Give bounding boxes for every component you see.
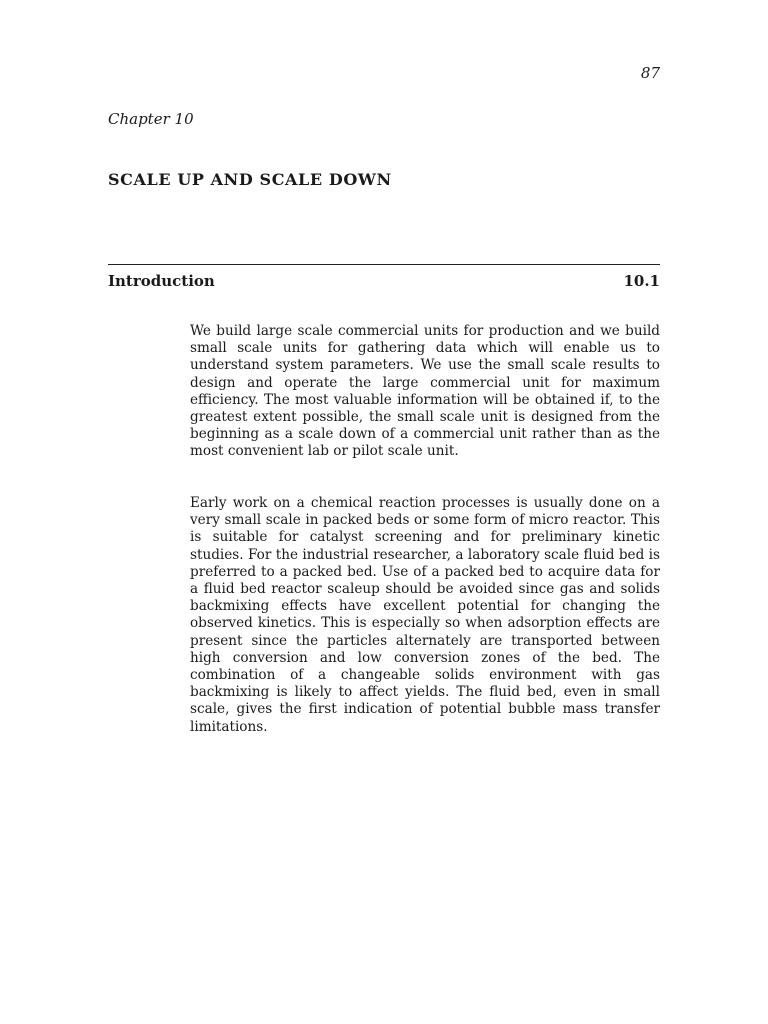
- section-heading: Introduction: [108, 272, 215, 290]
- section-number: 10.1: [623, 272, 660, 290]
- body-paragraph: We build large scale commercial units for production and we build small scale units for gathering data which will enable us to understand system parameters. We use the small scale results to design and operate the large commercial unit for maximum efficiency. The most valuable information will be obtained if, to the greatest extent possible, the small scale unit is designed from the beginning as a scale down of a commercial unit rather than as the most convenient lab or pilot scale unit.: [190, 323, 660, 460]
- section-divider: [108, 264, 660, 265]
- chapter-label: Chapter 10: [108, 110, 194, 128]
- page-number: 87: [640, 64, 660, 82]
- chapter-title: SCALE UP AND SCALE DOWN: [108, 170, 392, 189]
- body-paragraph: Early work on a chemical reaction processes is usually done on a very small scale in packed beds or some form of micro reactor. This is suitable for catalyst screening and for preliminary kinetic studies. For the industrial researcher, a laboratory scale fluid bed is preferred to a packed bed. Use of a packed bed to acquire data for a fluid bed reactor scaleup should be avoided since gas and solids backmixing effects have excellent potential for changing the observed kinetics. This is especially so when adsorption effects are present since the particles alternately are transported between high conversion and low conversion zones of the bed. The combination of a changeable solids environment with gas backmixing is likely to affect yields. The fluid bed, even in small scale, gives the first indication of potential bubble mass transfer limitations.: [190, 495, 660, 735]
